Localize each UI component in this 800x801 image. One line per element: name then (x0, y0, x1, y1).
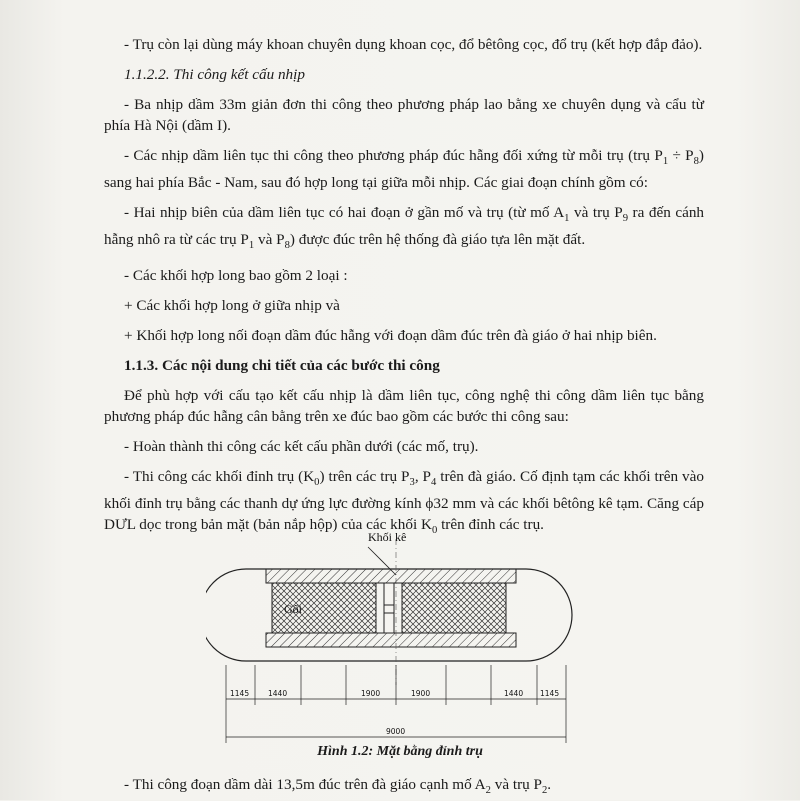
paragraph-3: - Các nhịp dầm liên tục thi công theo phương pháp đúc hẫng đối xứng từ mỗi trụ (trụ $P_1 \div P_8$) sang hai phía Bắc - Nam, sau đó hợp long tại giữa mỗi nhịp. Các giai đoạn chính gồm có: (104, 147, 704, 192)
paragraph-1: - Trụ còn lại dùng máy khoan chuyên dụng khoan cọc, đổ bêtông cọc, đổ trụ (kết hợp đắp đảo). (124, 36, 703, 53)
dim-1440-right: 1440 (504, 689, 524, 698)
paragraph-4: - Hai nhịp biên của dầm liên tục có hai đoạn ở gần mố và trụ (từ mố $A_1$ và trụ $P_9$ ra đến cánh hẫng nhô ra từ các trụ $P_1$ và $P_8$) được đúc trên hệ thống đà giáo tựa lên mặt đất. (104, 204, 705, 252)
paragraph-9: - Hoàn thành thi công các kết cấu phần dưới (các mố, trụ). (124, 438, 479, 456)
body-text (104, 34, 704, 550)
section-heading-1-1-3: 1.1.3. Các nội dung chi tiết của các bước thi công (124, 357, 440, 375)
dim-1900-left: 1900 (361, 689, 381, 698)
dim-1440-left: 1440 (268, 689, 288, 698)
khoi-ke-label: Khối kê (368, 530, 407, 544)
figure-caption: Hình 1.2: Mặt bằng đỉnh trụ (317, 744, 483, 759)
dim-1145-left: 1145 (230, 689, 250, 698)
last-paragraph: - Thi công đoạn dầm dài 13,5m đúc trên đà giáo cạnh mố $A_2$ và trụ $P_2$. (124, 776, 552, 797)
pier-top-plan-figure (206, 525, 576, 765)
top-hatched-plate (266, 569, 516, 583)
paragraph-5: - Các khối hợp long bao gồm 2 loại : (124, 267, 348, 285)
paragraph-6: + Các khối hợp long ở giữa nhịp và (124, 297, 340, 315)
dim-1900-right: 1900 (411, 689, 431, 698)
paragraph-7: + Khối hợp long nối đoạn dầm đúc hẫng với đoạn dầm đúc trên đà giáo ở hai nhịp biên. (124, 327, 657, 345)
paragraph-8: Để phù hợp với cấu tạo kết cấu nhịp là dầm liên tục, công nghệ thi công dầm liên tục bằng phương pháp đúc hẫng cân bằng trên xe đúc bao gồm các bước thi công sau: (104, 387, 704, 426)
dim-total-9000: 9000 (386, 727, 406, 736)
center-bar (384, 583, 394, 633)
dim-1145-right: 1145 (540, 689, 560, 698)
paragraph-10: - Thi công các khối đỉnh trụ $(K_0)$ trên các trụ $P_3$, $P_4$ trên đà giáo. Cố định tạm các khối trên vào khối đỉnh trụ bằng các thanh dự ứng lực đường kính ϕ32 mm và các khối bêtông kê tạm. Căng cáp DƯL dọc trong bản mặt (bản nắp hộp) của các khối $K_0$ trên đỉnh các trụ. (104, 468, 704, 537)
section-heading-1-1-2-2: 1.1.2.2. Thi công kết cấu nhịp (124, 66, 305, 83)
right-bearing-block (402, 583, 506, 633)
paragraph-2: - Ba nhịp dầm 33m giản đơn thi công theo phương pháp lao bằng xe chuyên dụng và cẩu từ phía Hà Nội (dầm I). (104, 96, 704, 134)
goi-label: Gối (284, 602, 302, 616)
bottom-hatched-plate (266, 633, 516, 647)
